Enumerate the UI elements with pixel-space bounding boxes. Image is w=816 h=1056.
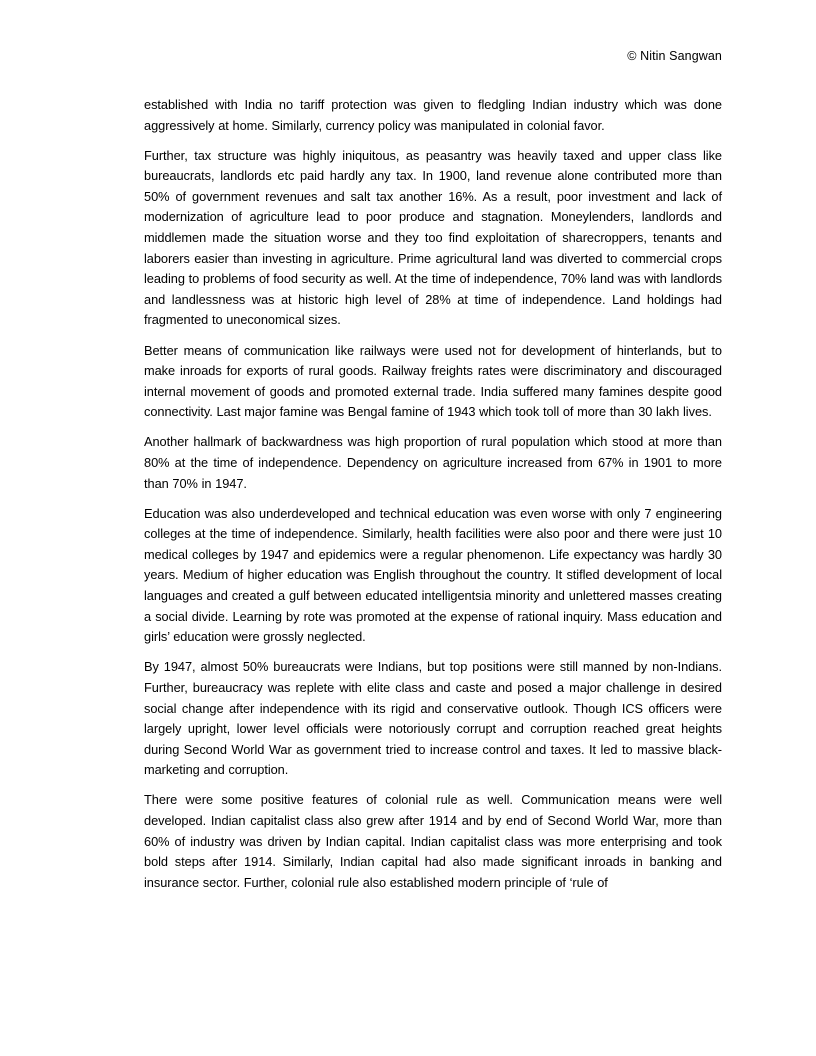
document-body xyxy=(144,95,722,893)
paragraph-rural-population: Another hallmark of backwardness was high proportion of rural population which stood at more than 80% at the time of independence. Dependency on agriculture increased from 67% in 1901 to more than 70% in 1947. xyxy=(144,434,722,491)
paragraph-positive-features: There were some positive features of colonial rule as well. Communication means were well developed. Indian capitalist class also grew after 1914 and by end of Second World War, more than 60% of industry was driven by Indian capital. Indian capitalist class was more enterprising and took bold steps after 1914. Similarly, Indian capital had also made significant inroads in banking and insurance sector. Further, colonial rule also established modern principle of ‘rule of xyxy=(144,792,722,890)
copyright-notice: © Nitin Sangwan xyxy=(627,49,722,63)
paragraph-tax-structure: Further, tax structure was highly iniquitous, as peasantry was heavily taxed and upper class like bureaucrats, landlords etc paid hardly any tax. In 1900, land revenue alone contributed more than 50% of government revenues and salt tax another 16%. As a result, poor investment and lack of modernization of agriculture lead to poor produce and stagnation. Moneylenders, landlords and middlemen made the situation worse and they too find exploitation of sharecroppers, tenants and laborers easier than investing in agriculture. Prime agricultural land was diverted to commercial crops leading to problems of food security as well. At the time of independence, 70% land was with landlords and landlessness was at historic high level of 28% at time of independence. Land holdings had fragmented to uneconomical sizes. xyxy=(144,147,722,328)
page-header xyxy=(144,48,722,64)
paragraph-bureaucracy: By 1947, almost 50% bureaucrats were Indians, but top positions were still manned by non-Indians. Further, bureaucracy was replete with elite class and caste and posed a major challenge in desired social change after independence with its rigid and conservative outlook. Though ICS officers were largely upright, lower level officials were notoriously corrupt and corruption reached great heights during Second World War as government tried to increase control and taxes. It led to massive black-marketing and corruption. xyxy=(144,659,722,778)
paragraph-communication-railways: Better means of communication like railways were used not for development of hinterlands, but to make inroads for exports of rural goods. Railway freights rates were discriminatory and discouraged internal movement of goods and promoted external trade. India suffered many famines despite good connectivity. Last major famine was Bengal famine of 1943 which took toll of more than 30 lakh lives. xyxy=(144,342,722,420)
paragraph-education-health: Education was also underdeveloped and technical education was even worse with only 7 engineering colleges at the time of independence. Similarly, health facilities were also poor and there were just 10 medical colleges by 1947 and epidemics were a regular phenomenon. Life expectancy was hardly 30 years. Medium of higher education was English throughout the country. It stifled development of local languages and created a gulf between educated intelligentsia minority and unlettered masses creating a social divide. Learning by rote was promoted at the expense of rational inquiry. Mass education and girls’ education were grossly neglected. xyxy=(144,505,722,645)
paragraph-tariff-currency: established with India no tariff protection was given to fledgling Indian industry which was done aggressively at home. Similarly, currency policy was manipulated in colonial favor. xyxy=(144,97,722,133)
